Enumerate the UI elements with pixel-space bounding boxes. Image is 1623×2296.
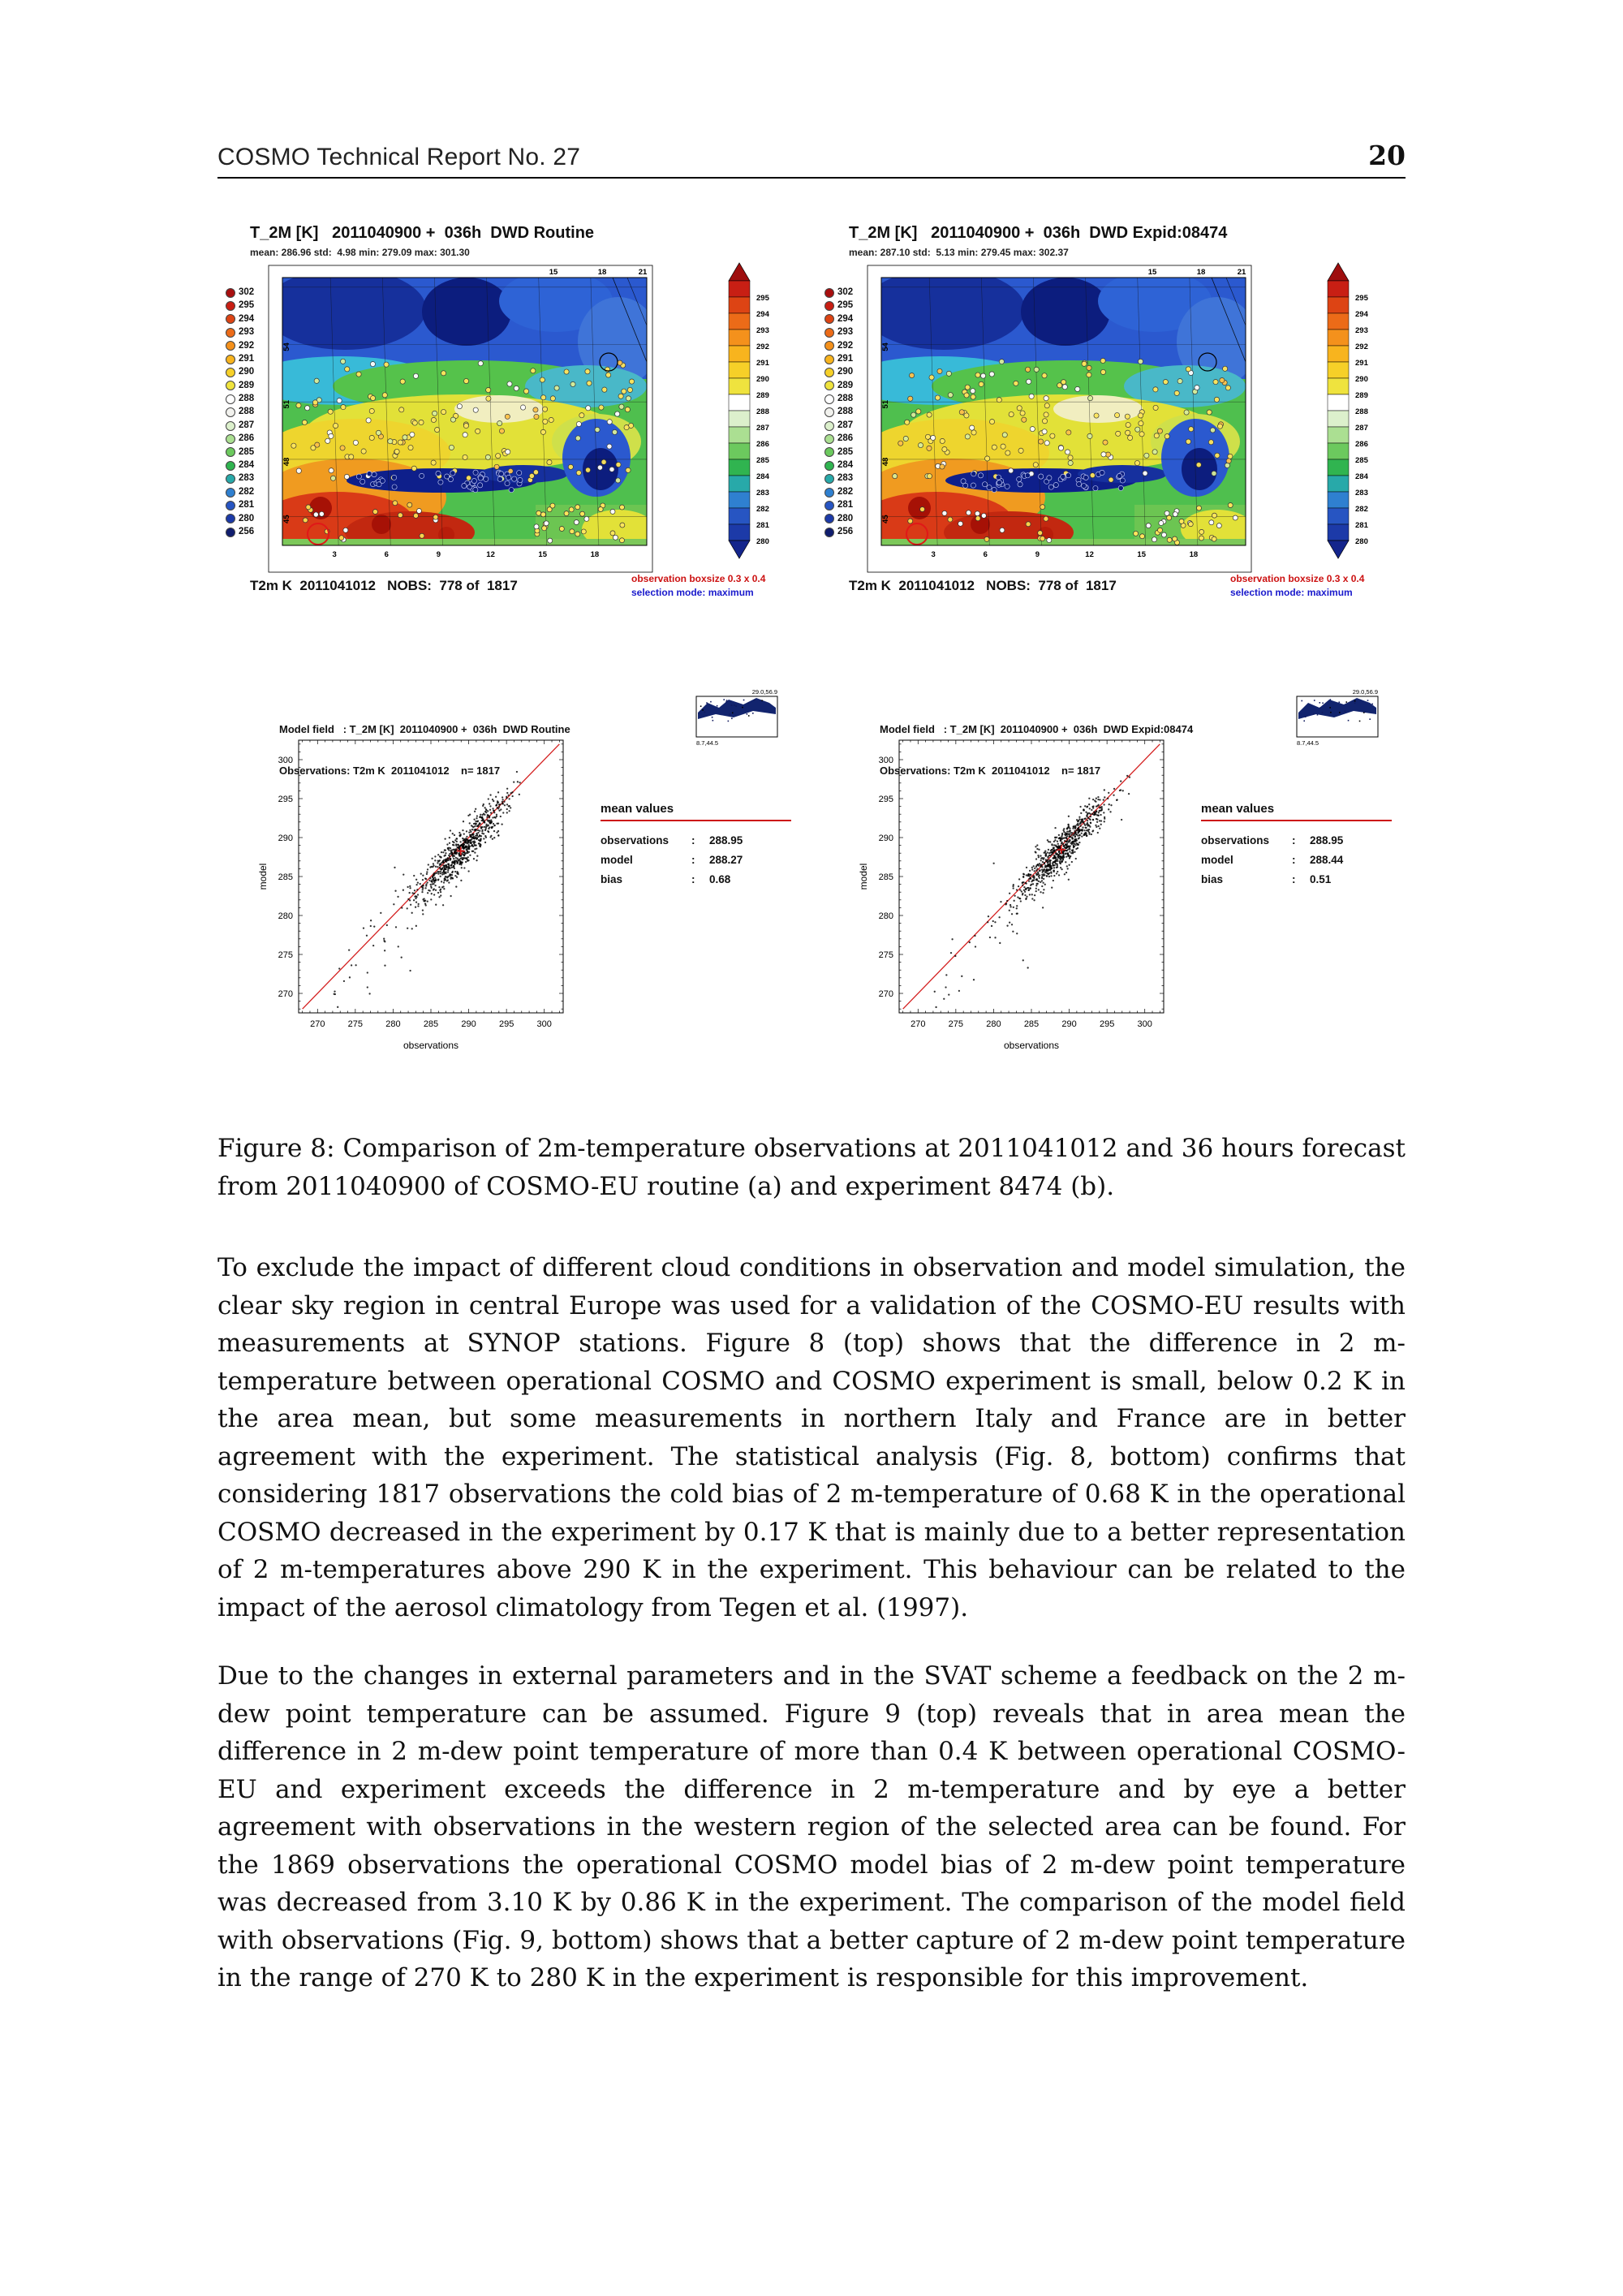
legend-dot-icon [824, 488, 834, 498]
legend-value: 290 [837, 367, 854, 377]
legend-item [226, 407, 254, 418]
svg-text:283: 283 [1355, 489, 1368, 498]
legend-dot-icon [824, 314, 834, 324]
legend-value: 286 [837, 433, 854, 444]
legend-dot-icon [226, 407, 235, 417]
svg-text:275: 275 [347, 1019, 364, 1029]
svg-text:275: 275 [948, 1019, 964, 1029]
svg-text:12: 12 [486, 550, 495, 559]
legend-dot-icon [824, 514, 834, 523]
legend-item [824, 514, 853, 524]
legend-dot-icon [824, 341, 834, 351]
svg-text:290: 290 [756, 375, 769, 384]
svg-text:54: 54 [282, 342, 291, 351]
legend-item [226, 433, 254, 444]
inset-map-svg [1295, 687, 1381, 748]
svg-text:observations: observations [1003, 1040, 1060, 1051]
legend-dot-icon [824, 381, 834, 390]
legend-dot-icon [226, 447, 235, 457]
svg-text:300: 300 [878, 756, 893, 765]
legend-value: 289 [239, 380, 255, 390]
legend-item [226, 287, 254, 298]
legend-item [824, 407, 853, 418]
svg-text:300: 300 [536, 1019, 552, 1029]
svg-text:285: 285 [423, 1019, 439, 1029]
legend-value: 293 [837, 327, 854, 338]
inset-map-art [1297, 696, 1378, 737]
svg-text:290: 290 [1061, 1019, 1077, 1029]
legend-value: 290 [239, 367, 255, 377]
legend-dot-icon [824, 328, 834, 338]
svg-text:9: 9 [436, 550, 441, 559]
mean-values-row-model [601, 854, 803, 866]
legend-item [226, 527, 254, 537]
inset-coord-bottomleft: 8.7,44.5 [696, 739, 719, 747]
svg-text:284: 284 [1355, 472, 1368, 481]
legend-item [226, 487, 254, 498]
identity-line [303, 744, 560, 1009]
svg-text:288: 288 [1355, 407, 1368, 416]
body-paragraph-1: To exclude the impact of different cloud conditions in observation and model simulation, the clear sky region in central Europe was used for a validation of the COSMO-EU results with measurements at SYNOP stations. Figure 8 (top) shows that the difference in 2 m-temperature between operational COSMO and COSMO experiment is small, below 0.2 K in the area mean, but some measurements in northern Italy and France are in better agreement with the experiment. The statistical analysis (Fig. 8, bottom) confirms that considering 1817 observations the cold bias of 2 m-temperature of 0.68 K in the operational COSMO decreased in the experiment by 0.17 K that is mainly due to a better representation of 2 m-temperatures above 290 K in the experiment. This behaviour can be related to the impact of the aerosol climatology from Tegen et al. (1997). [217, 1253, 1406, 1622]
svg-text:293: 293 [1355, 326, 1368, 335]
svg-text:280: 280 [278, 911, 293, 921]
colorbar-labels [756, 294, 770, 546]
mean-values-row-bias [1201, 873, 1404, 885]
observation-boxsize-note: observation boxsize 0.3 x 0.4 [631, 573, 766, 584]
mean-values-row-observations [1201, 834, 1404, 846]
mean-row-value: 288.95 [709, 834, 743, 846]
scatter-points [334, 771, 521, 1008]
legend-dot-icon [824, 288, 834, 298]
svg-text:18: 18 [1189, 550, 1199, 559]
legend-value: 288 [837, 407, 854, 417]
svg-text:280: 280 [1355, 537, 1368, 546]
legend-dot-icon [226, 394, 235, 404]
svg-text:275: 275 [278, 950, 293, 960]
legend-value: 289 [837, 380, 854, 390]
mean-row-separator: : [691, 834, 695, 846]
legend-item [226, 327, 254, 338]
mean-row-value: 288.27 [709, 854, 743, 866]
svg-text:295: 295 [756, 294, 769, 303]
colorbar-svg [1323, 261, 1388, 578]
map-art [268, 269, 653, 554]
scatter-header-line2: Observations: T2m K 2011041012 n= 1817 [880, 765, 1101, 777]
svg-text:280: 280 [756, 537, 769, 546]
svg-text:295: 295 [1355, 294, 1368, 303]
svg-text:282: 282 [1355, 505, 1368, 514]
legend-item [824, 367, 853, 377]
svg-text:288: 288 [756, 407, 769, 416]
temperature-map-svg [268, 265, 653, 573]
legend-item [824, 433, 853, 444]
mean-values-row-observations [601, 834, 803, 846]
legend-value: 288 [239, 394, 255, 404]
svg-text:model: model [858, 863, 869, 890]
legend-dot-icon [226, 421, 235, 431]
legend-value: 287 [837, 420, 854, 430]
svg-text:18: 18 [597, 268, 607, 277]
svg-text:289: 289 [756, 391, 769, 400]
legend-value: 280 [837, 513, 854, 523]
mean-row-label: observations [601, 834, 669, 846]
legend-item [226, 367, 254, 377]
svg-text:51: 51 [881, 399, 890, 409]
svg-text:280: 280 [385, 1019, 401, 1029]
legend-item [824, 327, 853, 338]
svg-text:282: 282 [756, 505, 769, 514]
legend-value: 284 [837, 460, 854, 471]
svg-text:285: 285 [278, 872, 293, 882]
page-number: 20 [1368, 140, 1406, 171]
map-footer: T2m K 2011041012 NOBS: 778 of 1817 [849, 578, 1117, 593]
legend-dot-icon [226, 488, 235, 498]
scatter-points [934, 775, 1131, 1008]
scatter-panel-experiment [842, 687, 1431, 1092]
inset-coord-topright: 29.0,56.9 [1352, 688, 1378, 696]
legend-value: 281 [837, 500, 854, 510]
legend-value: 291 [837, 353, 854, 364]
scatter-panel-routine [242, 687, 831, 1092]
legend-item [824, 460, 853, 471]
legend-value: 294 [837, 313, 854, 324]
legend-item [226, 500, 254, 510]
mean-row-label: model [1201, 854, 1233, 866]
svg-text:280: 280 [878, 911, 893, 921]
svg-text:21: 21 [1237, 268, 1246, 277]
svg-text:48: 48 [881, 457, 890, 467]
map-stats-line: mean: 286.96 std: 4.98 min: 279.09 max: 301.30 [250, 247, 470, 258]
svg-text:12: 12 [1085, 550, 1094, 559]
svg-text:270: 270 [278, 989, 293, 999]
svg-text:observations: observations [403, 1040, 459, 1051]
legend-item [226, 300, 254, 311]
mean-row-separator: : [691, 873, 695, 885]
body-paragraph-2: Due to the changes in external parameters and in the SVAT scheme a feedback on the 2 m-dew point temperature can be assumed. Figure 9 (top) reveals that in area mean the difference in 2 m-dew point temperature of more than 0.4 K between operational COSMO-EU and experiment exceeds the difference in 2 m-temperature and by eye a better agreement with observations in the western region of the selected area can be found. For the 1869 observations the operational COSMO model bias of 2 m-dew point temperature was decreased from 3.10 K by 0.86 K in the experiment. The comparison of the model field with observations (Fig. 9, bottom) shows that a better capture of 2 m-dew point temperature in the range of 270 K to 280 K in the experiment is responsible for this improvement. [217, 1661, 1406, 1992]
legend-item [824, 314, 853, 325]
svg-text:295: 295 [498, 1019, 514, 1029]
scatter-header-line1: Model field : T_2M [K] 2011040900 + 036h DWD Expid:08474 [880, 723, 1194, 735]
legend-item [226, 514, 254, 524]
legend-dot-icon [824, 301, 834, 311]
svg-text:270: 270 [878, 989, 893, 999]
svg-text:285: 285 [1355, 456, 1368, 465]
map-title: T_2M [K] 2011040900 + 036h DWD Expid:08474 [849, 224, 1228, 242]
legend-value: 284 [239, 460, 255, 471]
legend-item [824, 487, 853, 498]
svg-text:270: 270 [911, 1019, 926, 1029]
mean-row-label: bias [1201, 873, 1224, 885]
legend-value: 256 [837, 526, 854, 536]
svg-text:280: 280 [986, 1019, 1001, 1029]
mean-row-value: 288.44 [1310, 854, 1344, 866]
svg-text:290: 290 [878, 834, 893, 843]
legend-value: 280 [239, 513, 255, 523]
mean-values-block [601, 802, 803, 893]
map-footer: T2m K 2011041012 NOBS: 778 of 1817 [250, 578, 518, 593]
colorbar-bands [729, 263, 750, 558]
map-panel-experiment [818, 213, 1407, 618]
legend-value: 282 [837, 486, 854, 497]
svg-text:15: 15 [538, 550, 548, 559]
mean-row-value: 0.68 [709, 873, 731, 885]
svg-text:295: 295 [1099, 1019, 1115, 1029]
legend-item [226, 354, 254, 364]
legend-dot-icon [824, 528, 834, 537]
svg-text:291: 291 [1355, 359, 1368, 368]
mean-row-label: model [601, 854, 633, 866]
svg-text:283: 283 [756, 489, 769, 498]
legend-dot-icon [824, 474, 834, 484]
svg-text:290: 290 [278, 834, 293, 843]
svg-text:290: 290 [1355, 375, 1368, 384]
legend-item [824, 341, 853, 351]
temperature-map-svg [867, 265, 1252, 573]
svg-text:15: 15 [1137, 550, 1147, 559]
colorbar-labels [1355, 294, 1369, 546]
svg-text:290: 290 [461, 1019, 476, 1029]
legend-value: 302 [837, 286, 854, 297]
mean-values-rule [1201, 820, 1392, 821]
map-legend [824, 287, 853, 537]
svg-text:286: 286 [756, 440, 769, 449]
svg-text:18: 18 [1196, 268, 1206, 277]
svg-text:285: 285 [756, 456, 769, 465]
svg-text:51: 51 [282, 399, 291, 409]
svg-text:45: 45 [881, 515, 890, 523]
svg-text:292: 292 [756, 342, 769, 351]
legend-item [824, 394, 853, 404]
svg-text:294: 294 [756, 310, 769, 319]
legend-dot-icon [824, 461, 834, 471]
legend-dot-icon [824, 421, 834, 431]
legend-value: 295 [239, 300, 255, 311]
legend-dot-icon [824, 501, 834, 510]
legend-item [824, 287, 853, 298]
legend-item [824, 473, 853, 484]
mean-values-rule [601, 820, 791, 821]
observation-boxsize-note: observation boxsize 0.3 x 0.4 [1230, 573, 1365, 584]
svg-text:289: 289 [1355, 391, 1368, 400]
svg-text:48: 48 [282, 457, 291, 467]
legend-value: 294 [239, 313, 255, 324]
legend-item [226, 341, 254, 351]
legend-value: 281 [239, 500, 255, 510]
svg-text:18: 18 [590, 550, 600, 559]
svg-text:281: 281 [756, 521, 769, 530]
legend-value: 291 [239, 353, 255, 364]
legend-value: 286 [239, 433, 255, 444]
legend-dot-icon [226, 355, 235, 364]
legend-value: 285 [239, 446, 255, 457]
inset-coord-topright: 29.0,56.9 [751, 688, 777, 696]
map-legend [226, 287, 254, 537]
map-panel-routine [219, 213, 808, 618]
svg-text:286: 286 [1355, 440, 1368, 449]
legend-dot-icon [226, 288, 235, 298]
inset-map-svg [695, 687, 781, 748]
legend-dot-icon [226, 528, 235, 537]
svg-text:291: 291 [756, 359, 769, 368]
legend-dot-icon [226, 501, 235, 510]
mean-values-row-model [1201, 854, 1404, 866]
legend-value: 288 [837, 394, 854, 404]
svg-text:model: model [257, 863, 269, 890]
legend-item [226, 381, 254, 391]
svg-text:284: 284 [756, 472, 769, 481]
identity-line [903, 744, 1160, 1009]
legend-dot-icon [824, 394, 834, 404]
header-rule [217, 177, 1406, 179]
svg-text:287: 287 [1355, 424, 1368, 433]
legend-value: 285 [837, 446, 854, 457]
legend-item [226, 314, 254, 325]
selection-mode-note: selection mode: maximum [631, 587, 754, 598]
legend-dot-icon [226, 381, 235, 390]
mean-row-separator: : [1292, 834, 1296, 846]
svg-text:3: 3 [931, 550, 936, 559]
mean-row-separator: : [1292, 854, 1296, 866]
map-title: T_2M [K] 2011040900 + 036h DWD Routine [250, 224, 595, 242]
legend-item [226, 447, 254, 458]
page-header [217, 140, 1406, 171]
scatter-header-line2: Observations: T2m K 2011041012 n= 1817 [279, 765, 501, 777]
svg-text:300: 300 [278, 756, 293, 765]
svg-text:45: 45 [282, 515, 291, 523]
legend-dot-icon [226, 328, 235, 338]
svg-text:287: 287 [756, 424, 769, 433]
svg-text:270: 270 [310, 1019, 325, 1029]
mean-values-title: mean values [601, 802, 674, 816]
svg-text:300: 300 [1137, 1019, 1152, 1029]
legend-value: 295 [837, 300, 854, 311]
map-stats-line: mean: 287.10 std: 5.13 min: 279.45 max: 302.37 [849, 247, 1069, 258]
legend-value: 293 [239, 327, 255, 338]
legend-dot-icon [824, 407, 834, 417]
legend-item [226, 460, 254, 471]
legend-item [226, 420, 254, 431]
legend-dot-icon [226, 341, 235, 351]
svg-text:285: 285 [878, 872, 893, 882]
mean-values-block [1201, 802, 1404, 893]
svg-text:293: 293 [756, 326, 769, 335]
legend-item [824, 354, 853, 364]
svg-text:6: 6 [384, 550, 389, 559]
legend-item [226, 473, 254, 484]
inset-coord-bottomleft: 8.7,44.5 [1297, 739, 1319, 747]
legend-value: 288 [239, 407, 255, 417]
legend-value: 282 [239, 486, 255, 497]
svg-text:275: 275 [878, 950, 893, 960]
mean-row-separator: : [1292, 873, 1296, 885]
legend-value: 292 [837, 340, 854, 351]
svg-text:54: 54 [881, 342, 890, 351]
legend-item [226, 394, 254, 404]
svg-text:9: 9 [1035, 550, 1040, 559]
text-column [217, 1130, 1406, 2028]
legend-dot-icon [824, 434, 834, 444]
legend-dot-icon [226, 314, 235, 324]
mean-row-label: observations [1201, 834, 1270, 846]
legend-value: 287 [239, 420, 255, 430]
svg-text:281: 281 [1355, 521, 1368, 530]
mean-row-label: bias [601, 873, 623, 885]
legend-value: 283 [239, 473, 255, 484]
svg-text:15: 15 [1147, 268, 1157, 277]
legend-value: 292 [239, 340, 255, 351]
svg-text:292: 292 [1355, 342, 1368, 351]
legend-dot-icon [824, 368, 834, 377]
legend-dot-icon [226, 474, 235, 484]
mean-values-row-bias [601, 873, 803, 885]
inset-map-art [696, 696, 777, 737]
legend-item [824, 381, 853, 391]
mean-values-title: mean values [1201, 802, 1275, 816]
legend-dot-icon [226, 461, 235, 471]
svg-text:3: 3 [332, 550, 337, 559]
legend-dot-icon [226, 368, 235, 377]
legend-dot-icon [226, 514, 235, 523]
legend-item [824, 420, 853, 431]
colorbar-bands [1328, 263, 1349, 558]
legend-value: 283 [837, 473, 854, 484]
legend-item [824, 500, 853, 510]
colorbar-svg [724, 261, 789, 578]
legend-item [824, 447, 853, 458]
svg-text:15: 15 [549, 268, 558, 277]
svg-text:6: 6 [983, 550, 988, 559]
legend-dot-icon [226, 301, 235, 311]
svg-text:295: 295 [878, 795, 893, 804]
svg-text:294: 294 [1355, 310, 1368, 319]
legend-dot-icon [226, 434, 235, 444]
mean-row-value: 0.51 [1310, 873, 1332, 885]
mean-row-separator: : [691, 854, 695, 866]
scatter-header-line1: Model field : T_2M [K] 2011040900 + 036h DWD Routine [279, 723, 570, 735]
legend-value: 302 [239, 286, 255, 297]
selection-mode-note: selection mode: maximum [1230, 587, 1353, 598]
scatter-plot-svg [255, 727, 579, 1064]
legend-dot-icon [824, 355, 834, 364]
mean-row-value: 288.95 [1310, 834, 1344, 846]
figure-caption: Figure 8: Comparison of 2m-temperature observations at 2011041012 and 36 hours forecast from 2011040900 of COSMO-EU routine (a) and experiment 8474 (b). [217, 1134, 1406, 1201]
scatter-plot-svg [855, 727, 1180, 1064]
legend-dot-icon [824, 447, 834, 457]
legend-value: 256 [239, 526, 255, 536]
svg-text:295: 295 [278, 795, 293, 804]
svg-text:285: 285 [1023, 1019, 1040, 1029]
legend-item [824, 527, 853, 537]
legend-item [824, 300, 853, 311]
svg-text:21: 21 [638, 268, 648, 277]
report-title: COSMO Technical Report No. 27 [217, 144, 581, 170]
